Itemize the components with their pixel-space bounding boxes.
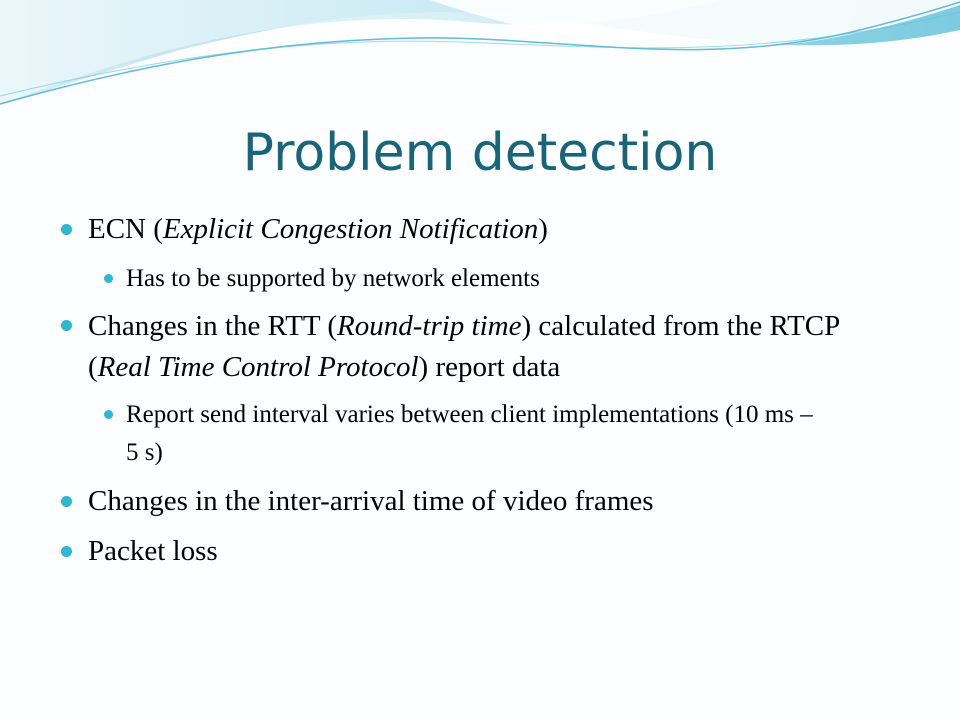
bullet-ecn [88, 209, 908, 250]
sub-bullet-network-elements [126, 260, 826, 298]
bullet-text-italic: Explicit Congestion Notification [162, 213, 539, 245]
bullet-text-italic: Real Time Control Protocol [97, 351, 419, 383]
bullet-text: Changes in the RTT ( [88, 310, 338, 342]
bullet-inter-arrival [88, 481, 908, 522]
bullet-text: ECN ( [88, 213, 163, 245]
bullet-dot [61, 320, 72, 331]
bullet-dot [61, 496, 72, 507]
slide-title: Problem detection [242, 123, 718, 183]
bullet-text: Report send interval varies between client implementations (10 ms – 5 s) [126, 401, 813, 466]
bullet-text: ) calculated from the RTCP ( [88, 310, 840, 383]
bullet-packet-loss [88, 531, 908, 572]
bullet-dot [104, 274, 113, 283]
bullet-text: Changes in the inter-arrival time of video frames [88, 485, 654, 517]
bullet-dot [61, 546, 72, 557]
bullet-text: ) [538, 213, 548, 245]
bullet-dot [61, 224, 72, 235]
bullet-dot [104, 410, 113, 419]
bullet-text: Has to be supported by network elements [126, 265, 540, 292]
bullet-text: ) report data [418, 351, 561, 383]
bullet-rtt-changes [88, 306, 908, 388]
sub-bullet-report-interval [126, 396, 826, 472]
bullet-text: Packet loss [88, 535, 218, 567]
bullet-text-italic: Round-trip time [337, 310, 522, 342]
